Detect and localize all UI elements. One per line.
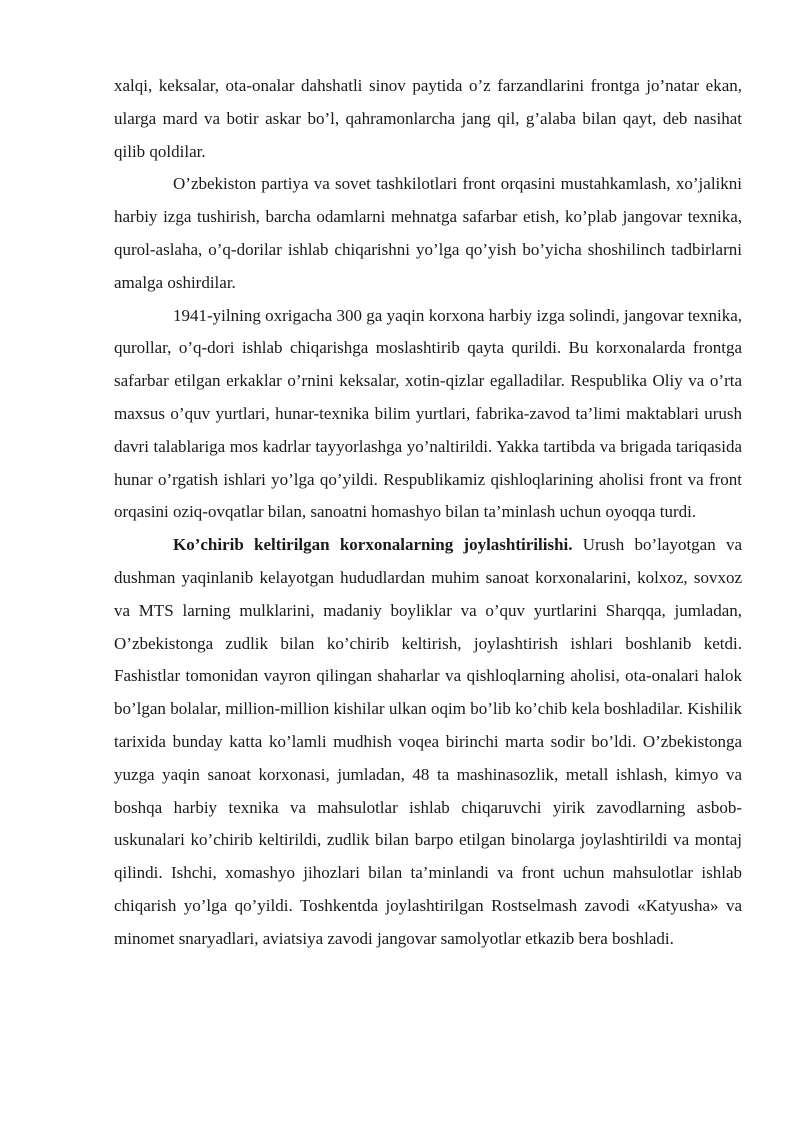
paragraph-1	[114, 70, 742, 168]
paragraph-3-text: 1941-yilning oxrigacha 300 ga yaqin korxona harbiy izga solindi, jangovar texnika, qurollar, o’q-dori ishlab chiqarishga moslashtirib qayta qurildi. Bu korxonalarda frontga safarbar etilgan erkaklar o’rnini keksalar, xotin-qizlar egalladilar. Respublika Oliy va o’rta maxsus o’quv yurtlari, hunar-texnika bilim yurtlari, fabrika-zavod ta’limi maktablari urush davri talablariga mos kadrlar tayyorlashga yo’naltirildi. Yakka tartibda va brigada tariqasida hunar o’rgatish ishlari yo’lga qo’yildi. Respublikamiz qishloqlarining aholisi front va front orqasini oziq-ovqatlar bilan, sanoatni homashyo bilan ta’minlash uchun oyoqqa turdi.	[114, 305, 742, 522]
paragraph-3	[114, 300, 742, 530]
paragraph-4	[114, 529, 742, 955]
section-heading: Ko’chirib keltirilgan korxonalarning joylashtirilishi.	[173, 535, 573, 555]
paragraph-4-text: Urush bo’layotgan va dushman yaqinlanib kelayotgan hududlardan muhim sanoat korxonalarini, kolxoz, sovxoz va MTS larning mulklarini, madaniy boyliklar va o’quv yurtlarini Sharqqa, jumladan, O’zbekistonga zudlik bilan ko’chirib keltirish, joylashtirish ishlari boshlanib ketdi. Fashistlar tomonidan vayron qilingan shaharlar va qishloqlarning aholisi, ota-onalari halok bo’lgan bolalar, million-million kishilar ulkan oqim bo’lib ko’chib kela boshladilar. Kishilik tarixida bunday katta ko’lamli mudhish voqea birinchi marta sodir bo’ldi. O’zbekistonga yuzga yaqin sanoat korxonasi, jumladan, 48 ta mashinasozlik, metall ishlash, kimyo va boshqa harbiy texnika va mahsulotlar ishlab chiqaruvchi yirik zavodlarning asbob-uskunalari ko’chirib keltirildi, zudlik bilan barpo etilgan binolarga joylashtirildi va montaj qilindi. Ishchi, xomashyo jihozlari bilan ta’minlandi va front uchun mahsulotlar ishlab chiqarish yo’lga qo’yildi. Toshkentda joylashtirilgan Rostselmash zavodi «Katyusha» va minomet snaryadlari, aviatsiya zavodi jangovar samolyotlar etkazib bera boshladi.	[114, 535, 742, 948]
document-page	[114, 70, 742, 956]
paragraph-1-text: xalqi, keksalar, ota-onalar dahshatli sinov paytida o’z farzandlarini frontga jo’natar ekan, ularga mard va botir askar bo’l, qahramonlarcha jang qil, g’alaba bilan qayt, deb nasihat qilib qoldilar.	[114, 76, 742, 161]
paragraph-2	[114, 168, 742, 299]
paragraph-2-text: O’zbekiston partiya va sovet tashkilotlari front orqasini mustahkamlash, xo’jalikni harbiy izga tushirish, barcha odamlarni mehnatga safarbar etish, ko’plab jangovar texnika, qurol-aslaha, o’q-dorilar ishlab chiqarishni yo’lga qo’yish bo’yicha shoshilinch tadbirlarni amalga oshirdilar.	[114, 174, 742, 292]
